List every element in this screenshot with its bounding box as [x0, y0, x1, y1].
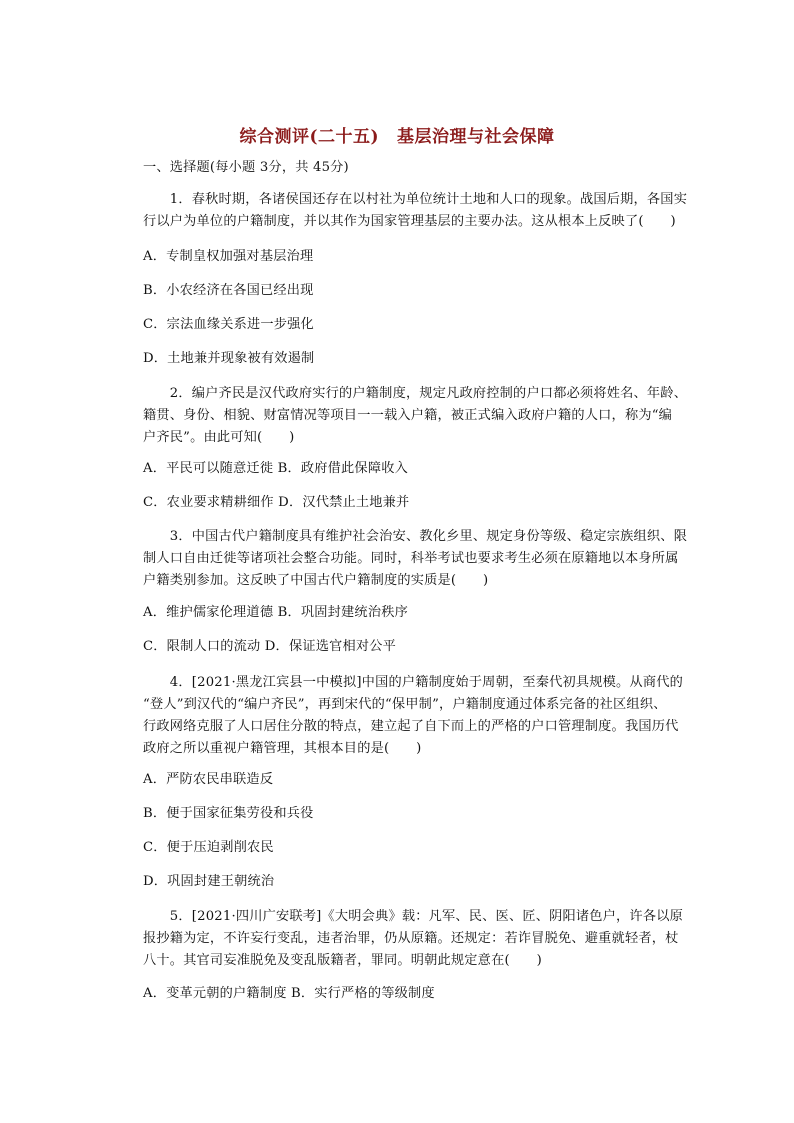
question-4-option-c: C．便于压迫剥削农民 — [143, 840, 274, 855]
question-3-options-ab: A．维护儒家伦理道德 B．巩固封建统治秩序 — [143, 605, 408, 620]
question-2-line-1: 2．编户齐民是汉代政府实行的户籍制度，规定凡政府控制的户口都必须将姓名、年龄、 — [143, 386, 688, 401]
section-heading: 一、选择题(每小题 3分，共 45分) — [143, 160, 349, 175]
question-3-line-3: 户籍类别参加。这反映了中国古代户籍制度的实质是( ) — [143, 573, 489, 588]
question-1-option-a: A．专制皇权加强对基层治理 — [143, 249, 314, 264]
question-3-line-1: 3．中国古代户籍制度具有维护社会治安、教化乡里、规定身份等级、稳定宗族组织、限 — [143, 529, 688, 544]
question-4-line-2: “登人”到汉代的“编户齐民”，再到宋代的“保甲制”，户籍制度通过体系完备的社区组织、 — [143, 697, 667, 712]
question-4-line-4: 政府之所以重视户籍管理，其根本目的是( ) — [143, 741, 422, 756]
question-4-option-a: A．严防农民串联造反 — [143, 772, 274, 787]
question-5-line-2: 报抄籍为定，不许妄行变乱，违者治罪，仍从原籍。还规定：若诈冒脱免、避重就轻者，杖 — [143, 931, 679, 946]
question-3-options-cd: C．限制人口的流动 D．保证选官相对公平 — [143, 639, 397, 654]
title-sub: 基层治理与社会保障 — [397, 127, 555, 147]
question-2-line-3: 户齐民”。由此可知( ) — [143, 430, 295, 445]
question-2-line-2: 籍贯、身份、相貌、财富情况等项目一一载入户籍，被正式编入政府户籍的人口，称为“编 — [143, 408, 673, 423]
question-2-options-ab: A．平民可以随意迁徙 B．政府借此保障收入 — [143, 461, 408, 476]
question-1-line-1: 1．春秋时期，各诸侯国还存在以村社为单位统计土地和人口的现象。战国后期，各国实 — [143, 192, 688, 207]
question-4-option-d: D．巩固封建王朝统治 — [143, 874, 275, 889]
question-2-options-cd: C．农业要求精耕细作 D．汉代禁止土地兼并 — [143, 495, 410, 510]
question-5-options-ab: A．变革元朝的户籍制度 B．实行严格的等级制度 — [143, 986, 435, 1001]
question-5-line-1: 5．[2021·四川广安联考]《大明会典》载：凡军、民、医、匠、阴阳诸色户，许各以原 — [143, 909, 683, 924]
title-main: 综合测评(二十五) — [239, 127, 380, 147]
question-1-line-2: 行以户为单位的户籍制度，并以其作为国家管理基层的主要办法。这从根本上反映了( ) — [143, 214, 676, 229]
page-title — [0, 122, 794, 147]
question-1-option-b: B．小农经济在各国已经出现 — [143, 283, 314, 298]
question-4-option-b: B．便于国家征集劳役和兵役 — [143, 806, 314, 821]
question-5-line-3: 八十。其官司妄准脱免及变乱版籍者，罪同。明朝此规定意在( ) — [143, 953, 542, 968]
question-4-line-1: 4．[2021·黑龙江宾县一中模拟]中国的户籍制度始于周朝，至秦代初具规模。从商代的 — [143, 675, 683, 690]
question-4-line-3: 行政网络克服了人口居住分散的特点，建立起了自下而上的严格的户口管理制度。我国历代 — [143, 719, 679, 734]
question-3-line-2: 制人口自由迁徙等诸项社会整合功能。同时，科举考试也要求考生必须在原籍地以本身所属 — [143, 551, 679, 566]
question-1-option-c: C．宗法血缘关系进一步强化 — [143, 317, 314, 332]
question-1-option-d: D．土地兼并现象被有效遏制 — [143, 351, 315, 366]
